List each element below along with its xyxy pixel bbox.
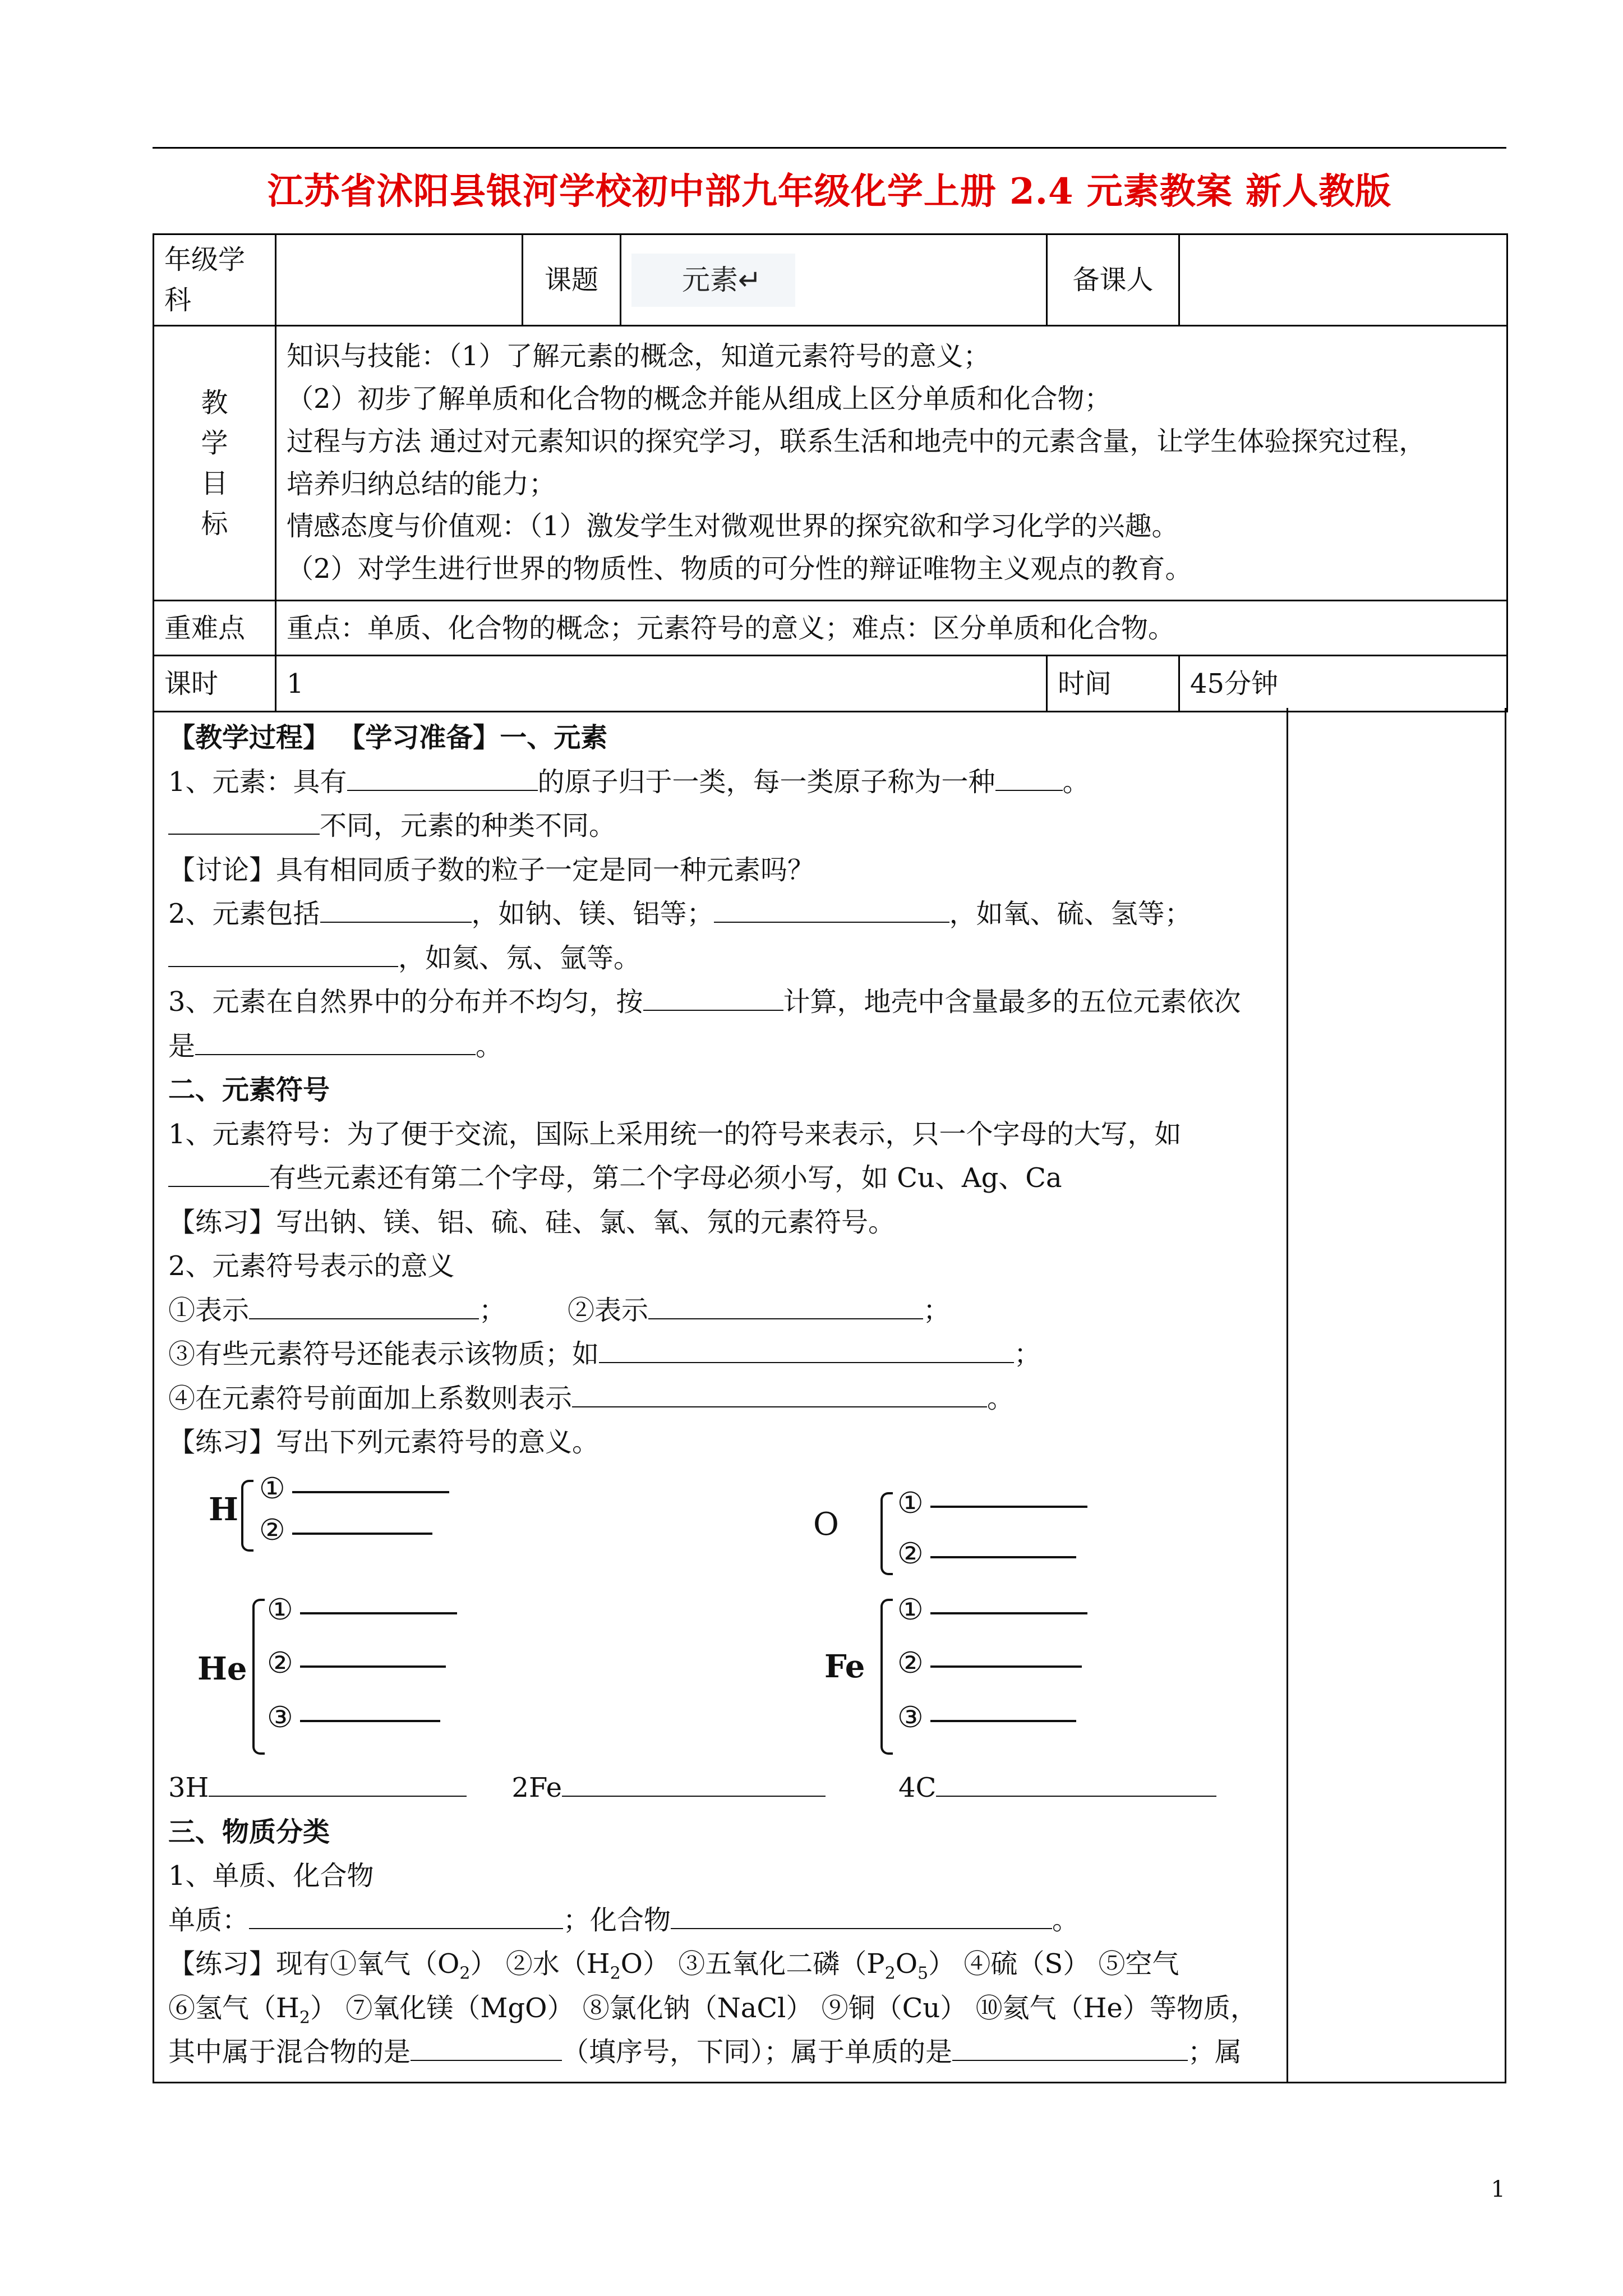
subscript: 2	[459, 1963, 471, 1984]
text: ；	[479, 1294, 506, 1326]
period-value: 1	[276, 656, 1047, 712]
text: 的原子归于一类，每一类原子称为一种	[537, 766, 995, 798]
text: 。	[476, 1030, 503, 1062]
text: O） ③五氧化二磷（P	[620, 1948, 885, 1980]
blank-line	[259, 1513, 432, 1547]
circled-number: ③	[897, 1701, 924, 1734]
objectives-label	[154, 326, 276, 601]
section-2-heading: 二、元素符号	[168, 1074, 330, 1106]
blank-line	[897, 1487, 1087, 1520]
objective-line: （2）初步了解单质和化合物的概念并能从组成上区分单质和化合物；	[287, 383, 1112, 415]
text: 单质：	[168, 1904, 250, 1936]
text: 计算，地壳中含量最多的五位元素依次	[783, 986, 1241, 1018]
process-line-3	[168, 804, 1279, 848]
blank-line	[897, 1701, 1076, 1734]
lesson-header-table	[153, 233, 1508, 712]
brace	[252, 1599, 265, 1755]
preparer-value	[1179, 234, 1507, 326]
process-line-15	[168, 1332, 1279, 1377]
period-label: 课时	[154, 656, 276, 712]
blank-line	[267, 1593, 457, 1627]
topic-cell	[621, 234, 1047, 326]
teaching-process-heading: 【教学过程】	[168, 722, 330, 753]
text: 有些元素还有第二个字母，第二个字母必须小写，如 Cu、Ag、Ca	[269, 1162, 1062, 1194]
process-line-5	[168, 892, 1279, 936]
exercise-line-3	[168, 1942, 1279, 1986]
text: 不同，元素的种类不同。	[320, 810, 616, 841]
brace	[880, 1599, 893, 1755]
text: ；化合物	[563, 1904, 671, 1936]
subscript: 5	[917, 1963, 929, 1984]
objective-line: 培养归纳总结的能力；	[287, 468, 556, 500]
teaching-process-content	[168, 716, 1279, 1465]
page-number: 1	[1491, 2177, 1505, 2202]
blank	[643, 987, 783, 1011]
coefficient-exercise-line	[168, 1766, 1279, 1810]
text: 3、元素在自然界中的分布并不均匀，按	[168, 986, 643, 1018]
blank	[995, 767, 1063, 791]
exercise-line-5	[168, 2030, 1279, 2074]
text: 。	[987, 1382, 1015, 1414]
subscript: 2	[610, 1963, 621, 1984]
objective-line: 过程与方法 通过对元素知识的探究学习，联系生活和地壳中的元素含量，让学生体验探究过程，	[287, 425, 1426, 457]
circled-number: ①	[267, 1593, 293, 1627]
text: 。	[1062, 766, 1090, 798]
process-line-10: 1、元素符号：为了便于交流，国际上采用统一的符号来表示，只一个字母的大写，如	[168, 1118, 1182, 1150]
text: ⑥氢气（H	[168, 1992, 299, 2024]
process-line-16	[168, 1377, 1279, 1421]
blank-line	[259, 1472, 449, 1506]
process-line-6	[168, 936, 1279, 981]
text: 2Fe	[511, 1772, 562, 1803]
blank	[168, 811, 320, 835]
preparer-label: 备课人	[1047, 234, 1179, 326]
objective-line: 知识与技能：（1）了解元素的概念，知道元素符号的意义；	[287, 341, 990, 372]
text: ，如氦、氖、氩等。	[398, 942, 641, 974]
circled-number: ②	[267, 1646, 293, 1680]
symbol-o: O	[813, 1506, 839, 1543]
teaching-process-content-2	[168, 1766, 1279, 2074]
blank	[936, 1773, 1216, 1797]
text: （填序号，下同）；属于单质的是	[562, 2036, 953, 2068]
circled-number: ①	[259, 1472, 285, 1506]
text: O	[895, 1948, 918, 1980]
blank	[714, 899, 949, 923]
subscript: 2	[884, 1963, 896, 1984]
text: 【练习】现有①氧气（O	[168, 1948, 460, 1980]
text: ②表示	[568, 1294, 649, 1326]
symbol-he: He	[197, 1650, 247, 1687]
text: 3H	[168, 1772, 209, 1803]
process-line-11	[168, 1156, 1279, 1200]
process-line-8	[168, 1024, 1279, 1069]
subscript: 2	[299, 2008, 310, 2028]
study-prep-heading: 【学习准备】一、元素	[338, 722, 608, 753]
text: ①表示	[168, 1294, 250, 1326]
process-line-7	[168, 980, 1279, 1024]
blank-line	[897, 1593, 1087, 1627]
exercise-line-4	[168, 1986, 1279, 2031]
process-line-13: 2、元素符号表示的意义	[168, 1250, 455, 1282]
grade-subject-label: 年级学科	[154, 234, 276, 326]
objectives-label-3: 目	[201, 467, 228, 499]
text: ；	[1014, 1338, 1041, 1370]
text: ） ②水（H	[470, 1948, 610, 1980]
objectives-cell	[276, 326, 1507, 601]
text: ；	[923, 1294, 951, 1326]
blank	[952, 2037, 1188, 2061]
header-rule	[153, 147, 1506, 149]
text: 1、元素：具有	[168, 766, 347, 798]
blank	[320, 899, 472, 923]
blank-line	[267, 1646, 446, 1680]
brace	[880, 1492, 893, 1575]
symbol-fe: Fe	[824, 1648, 865, 1685]
text: ） ④硫（S） ⑤空气	[928, 1948, 1179, 1980]
blank	[168, 944, 398, 967]
blank	[195, 1032, 476, 1055]
circled-number: ②	[259, 1513, 285, 1547]
objectives-label-4: 标	[201, 508, 228, 540]
text: ，如氧、硫、氢等；	[949, 898, 1192, 930]
blank	[209, 1773, 467, 1797]
circled-number: ①	[897, 1593, 924, 1627]
topic-label: 课题	[523, 234, 621, 326]
blank	[572, 1384, 987, 1407]
objective-line: （2）对学生进行世界的物质性、物质的可分性的辩证唯物主义观点的教育。	[287, 553, 1192, 585]
text: ③有些元素符号还能表示该物质；如	[168, 1338, 600, 1370]
process-line-20: 1、单质、化合物	[168, 1860, 374, 1892]
text: 是	[168, 1030, 196, 1062]
blank	[562, 1773, 826, 1797]
process-line-1	[168, 716, 1279, 760]
blank-line	[897, 1646, 1082, 1680]
text: ；属	[1188, 2036, 1242, 2068]
blank	[249, 1296, 479, 1319]
blank	[411, 2037, 562, 2061]
text: 2、元素包括	[168, 898, 320, 930]
blank	[249, 1906, 563, 1929]
section-3-heading: 三、物质分类	[168, 1816, 330, 1848]
brace	[241, 1480, 253, 1552]
objective-line: 情感态度与价值观：（1）激发学生对微观世界的探究欲和学习化学的兴趣。	[287, 510, 1179, 542]
blank-line	[267, 1701, 440, 1734]
key-points-value: 重点：单质、化合物的概念；元素符号的意义；难点：区分单质和化合物。	[276, 601, 1507, 656]
notes-column-divider	[1287, 708, 1288, 2083]
process-line-21	[168, 1898, 1279, 1943]
text: 其中属于混合物的是	[168, 2036, 411, 2068]
process-line-2	[168, 760, 1279, 804]
document-title: 江苏省沭阳县银河学校初中部九年级化学上册 2.4 元素教案 新人教版	[267, 171, 1392, 213]
blank	[168, 1163, 269, 1187]
blank	[347, 767, 538, 791]
text: ④在元素符号前面加上系数则表示	[168, 1382, 573, 1414]
time-label: 时间	[1047, 656, 1179, 712]
time-value: 45分钟	[1179, 656, 1507, 712]
text: ，如钠、镁、铝等；	[471, 898, 714, 930]
blank	[599, 1340, 1014, 1363]
circled-number: ②	[897, 1537, 924, 1571]
blank-line	[897, 1537, 1076, 1571]
discussion-line: 【讨论】具有相同质子数的粒子一定是同一种元素吗？	[168, 854, 815, 886]
text: ） ⑦氧化镁（MgO） ⑧氯化钠（NaCl） ⑨铜（Cu） ⑩氦气（He）等物质，	[310, 1992, 1257, 2024]
circled-number: ③	[267, 1701, 293, 1734]
blank	[648, 1296, 923, 1319]
exercise-line-1: 【练习】写出钠、镁、铝、硫、硅、氯、氧、氖的元素符号。	[168, 1206, 896, 1238]
circled-number: ①	[897, 1487, 924, 1520]
objectives-label-1: 教	[201, 386, 228, 418]
key-points-label: 重难点	[154, 601, 276, 656]
blank	[671, 1906, 1052, 1929]
objectives-label-2: 学	[201, 427, 228, 459]
text: 4C	[898, 1772, 937, 1803]
topic-value: 元素↵	[631, 254, 795, 307]
symbol-h: H	[209, 1491, 238, 1528]
process-line-14	[168, 1289, 1279, 1333]
exercise-line-2: 【练习】写出下列元素符号的意义。	[168, 1427, 600, 1458]
circled-number: ②	[897, 1646, 924, 1680]
grade-subject-value	[276, 234, 523, 326]
text: 。	[1052, 1904, 1080, 1936]
